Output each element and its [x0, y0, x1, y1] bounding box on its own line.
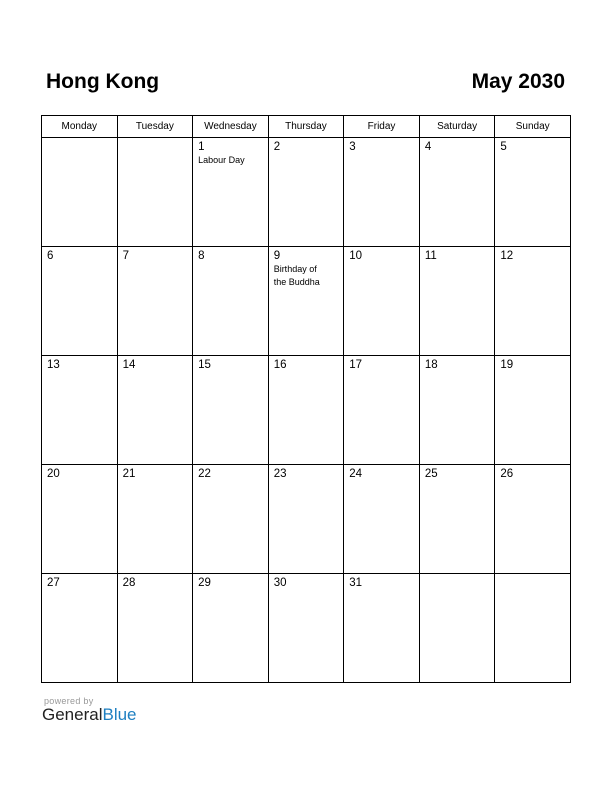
day-cell — [495, 356, 571, 465]
day-number: 17 — [349, 359, 363, 371]
day-cell — [193, 247, 269, 356]
day-number: 6 — [47, 250, 54, 262]
day-number: 22 — [198, 468, 211, 480]
day-cell — [344, 356, 420, 465]
day-number: 9 — [273, 250, 281, 262]
holiday-label: Birthday of the Buddha — [273, 264, 320, 287]
day-number: 4 — [424, 141, 432, 153]
day-cell — [117, 465, 193, 574]
day-number: 21 — [122, 468, 136, 480]
day-number: 23 — [273, 468, 287, 480]
day-cell — [268, 356, 344, 465]
weekday-header: Sunday — [495, 116, 571, 138]
weekday-header: Saturday — [419, 116, 495, 138]
day-cell — [495, 465, 571, 574]
day-cell — [42, 356, 118, 465]
footer-branding — [42, 696, 137, 725]
weekday-header: Monday — [42, 116, 118, 138]
day-number: 27 — [47, 577, 60, 589]
day-cell — [419, 574, 495, 683]
day-cell — [117, 247, 193, 356]
day-cell — [419, 356, 495, 465]
day-cell — [419, 138, 495, 247]
brand-name-part1: General — [42, 705, 103, 724]
weekday-header: Tuesday — [117, 116, 193, 138]
week-row — [42, 247, 571, 356]
week-row — [42, 138, 571, 247]
powered-by-label: powered by — [44, 696, 94, 706]
day-cell — [117, 356, 193, 465]
day-cell — [117, 574, 193, 683]
day-number: 16 — [273, 359, 287, 371]
day-cell — [42, 465, 118, 574]
day-cell — [268, 247, 344, 356]
day-number: 8 — [198, 250, 205, 262]
day-number: 30 — [273, 577, 287, 589]
day-cell — [495, 247, 571, 356]
holiday-label: Labour Day — [198, 155, 245, 165]
day-number: 18 — [424, 359, 438, 371]
day-cell — [42, 247, 118, 356]
day-number: 19 — [500, 359, 514, 371]
day-number: 12 — [500, 250, 514, 262]
day-number: 24 — [349, 468, 363, 480]
day-number: 11 — [424, 250, 437, 262]
day-number: 13 — [47, 359, 60, 371]
day-cell — [419, 247, 495, 356]
day-cell — [268, 138, 344, 247]
brand-name-part2: Blue — [102, 705, 137, 724]
day-number: 3 — [349, 141, 356, 153]
day-number: 29 — [198, 577, 211, 589]
day-cell — [193, 574, 269, 683]
day-cell — [42, 574, 118, 683]
day-cell — [495, 574, 571, 683]
week-row — [42, 574, 571, 683]
day-number: 31 — [349, 577, 363, 589]
day-number: 7 — [122, 250, 129, 262]
day-cell — [419, 465, 495, 574]
day-cell — [193, 356, 269, 465]
weekday-header: Friday — [344, 116, 420, 138]
day-cell — [42, 138, 118, 247]
day-cell — [268, 465, 344, 574]
day-number: 28 — [122, 577, 136, 589]
day-cell — [344, 574, 420, 683]
day-number: 26 — [500, 468, 514, 480]
calendar-grid — [41, 115, 571, 683]
weekday-header: Wednesday — [193, 116, 269, 138]
weekday-header-row — [42, 116, 571, 138]
brand-logo — [42, 705, 137, 725]
day-number: 25 — [424, 468, 438, 480]
day-number: 14 — [122, 359, 136, 371]
calendar-region-title: Hong Kong — [46, 70, 160, 93]
day-number: 20 — [47, 468, 60, 480]
day-number: 1 — [198, 141, 205, 153]
day-cell — [344, 247, 420, 356]
day-number: 15 — [198, 359, 211, 371]
weekday-header: Thursday — [268, 116, 344, 138]
day-cell — [268, 574, 344, 683]
week-row — [42, 356, 571, 465]
day-number: 10 — [349, 250, 363, 262]
day-cell — [193, 465, 269, 574]
week-row — [42, 465, 571, 574]
day-cell — [344, 465, 420, 574]
day-cell — [495, 138, 571, 247]
day-cell — [117, 138, 193, 247]
day-cell — [193, 138, 269, 247]
calendar-month-title: May 2030 — [471, 70, 565, 93]
day-cell — [344, 138, 420, 247]
day-number: 2 — [273, 141, 281, 153]
day-number: 5 — [500, 141, 507, 153]
